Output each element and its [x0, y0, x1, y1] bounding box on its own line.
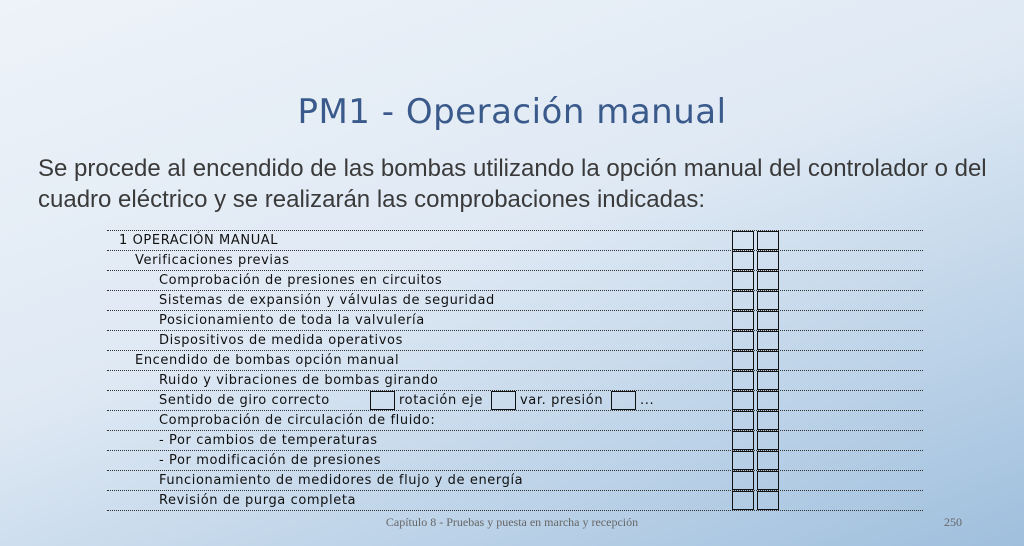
check-box-1[interactable]: [732, 271, 754, 290]
row-label: Revisión de purga completa: [159, 493, 357, 508]
check-box-1[interactable]: [732, 291, 754, 310]
check-box-2[interactable]: [757, 331, 779, 350]
row-label: - Por modificación de presiones: [159, 453, 382, 468]
check-box-2[interactable]: [757, 491, 779, 510]
check-box-1[interactable]: [732, 411, 754, 430]
checklist-row: [107, 411, 923, 431]
check-box-1[interactable]: [732, 491, 754, 510]
check-box-1[interactable]: [732, 431, 754, 450]
check-box-2[interactable]: [757, 431, 779, 450]
row-label: Comprobación de circulación de fluido:: [159, 413, 436, 428]
var-presion-check-box[interactable]: [611, 391, 636, 410]
check-box-2[interactable]: [757, 351, 779, 370]
checklist-row: [107, 271, 923, 291]
checklist-row: [107, 351, 923, 371]
check-box-1[interactable]: [732, 471, 754, 490]
row-label: Verificaciones previas: [135, 253, 290, 268]
checklist-row: [107, 251, 923, 271]
check-box-1[interactable]: [732, 231, 754, 250]
check-box-1[interactable]: [732, 371, 754, 390]
row-label: Encendido de bombas opción manual: [135, 353, 400, 368]
check-box-1[interactable]: [732, 251, 754, 270]
row-label: Posicionamiento de toda la valvulería: [159, 313, 425, 328]
checklist-row: [107, 391, 923, 411]
inline-label-ellipsis: ...: [640, 393, 655, 408]
checklist-row: [107, 451, 923, 471]
sentido-giro-check-box[interactable]: [370, 391, 395, 410]
page-number: 250: [944, 515, 962, 529]
row-label: - Por cambios de temperaturas: [159, 433, 378, 448]
inline-label-presion: var. presión: [520, 393, 604, 408]
check-box-1[interactable]: [732, 351, 754, 370]
check-box-2[interactable]: [757, 231, 779, 250]
rotacion-eje-check-box[interactable]: [491, 391, 516, 410]
checklist-row: [107, 471, 923, 491]
check-box-1[interactable]: [732, 311, 754, 330]
check-box-2[interactable]: [757, 391, 779, 410]
checklist-row: [107, 331, 923, 351]
intro-paragraph: Se procede al encendido de las bombas utilizando la opción manual del controlador o del cuadro eléctrico y se realizarán las comprobaciones indicadas:: [38, 155, 987, 213]
row-label: Comprobación de presiones en circuitos: [159, 273, 443, 288]
slide-title: PM1 - Operación manual: [297, 92, 727, 132]
row-label: Ruido y vibraciones de bombas girando: [159, 373, 439, 388]
checklist-row: [107, 231, 923, 251]
checklist-row: [107, 291, 923, 311]
check-box-2[interactable]: [757, 451, 779, 470]
checklist-row: [107, 311, 923, 331]
check-box-2[interactable]: [757, 271, 779, 290]
check-box-1[interactable]: [732, 451, 754, 470]
check-box-1[interactable]: [732, 331, 754, 350]
check-box-2[interactable]: [757, 471, 779, 490]
row-label: 1 OPERACIÓN MANUAL: [119, 233, 279, 248]
check-box-2[interactable]: [757, 411, 779, 430]
check-box-2[interactable]: [757, 311, 779, 330]
row-label: Sentido de giro correcto: [159, 393, 330, 408]
checklist-row: [107, 491, 923, 511]
check-box-2[interactable]: [757, 291, 779, 310]
footer-caption: Capítulo 8 - Pruebas y puesta en marcha y recepción: [385, 515, 639, 529]
row-label: Dispositivos de medida operativos: [159, 333, 403, 348]
checklist-row: [107, 431, 923, 451]
check-box-2[interactable]: [757, 371, 779, 390]
checklist-row: [107, 371, 923, 391]
row-label: Funcionamiento de medidores de flujo y de energía: [159, 473, 524, 488]
inline-label-rotacion: rotación eje: [399, 393, 483, 408]
checklist-table: [107, 230, 923, 511]
row-label: Sistemas de expansión y válvulas de seguridad: [159, 293, 495, 308]
check-box-1[interactable]: [732, 391, 754, 410]
check-box-2[interactable]: [757, 251, 779, 270]
